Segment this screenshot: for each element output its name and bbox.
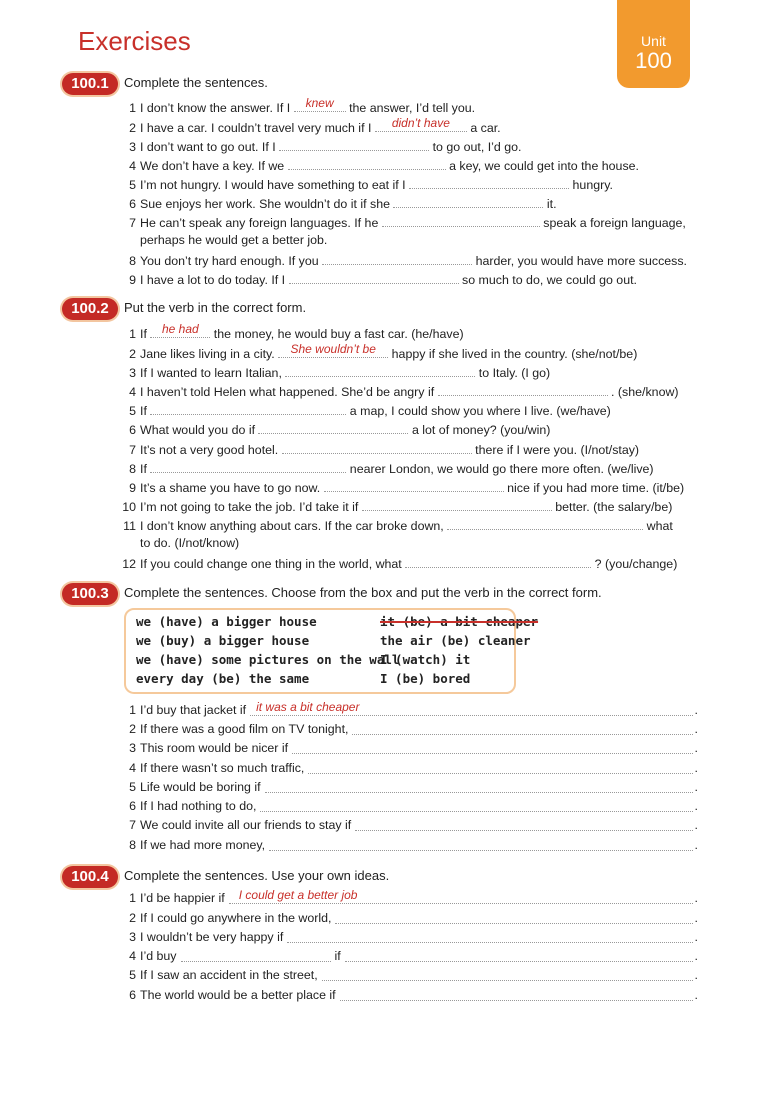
sentence-end: to Italy. (I go) [478, 366, 551, 380]
exercise-line [118, 251, 698, 269]
unit-label: Unit [641, 33, 666, 49]
exercise-line [118, 98, 698, 116]
answer-blank[interactable] [250, 702, 692, 716]
exercise-line [118, 270, 698, 288]
unit-tab [617, 0, 690, 88]
sentence-continued: perhaps he would get a better job. [140, 233, 328, 247]
full-stop: . [694, 818, 698, 832]
exercise-line [118, 175, 698, 193]
box-option: the air (be) cleaner [380, 633, 531, 648]
sentence-start: It’s a shame you have to go now. [140, 481, 321, 495]
box-option: I (be) bored [380, 671, 471, 686]
sentence-end: . (she/know) [611, 385, 679, 399]
sentence-start: I don’t know anything about cars. If the car broke down, [140, 519, 444, 533]
answer-blank[interactable] [362, 497, 552, 511]
sentence-start: I have a car. I couldn’t travel very much if I [140, 121, 372, 135]
exercise-line [118, 194, 698, 212]
answer-blank[interactable] [150, 459, 346, 473]
item-number: 1 [129, 327, 136, 341]
full-stop: . [694, 930, 698, 944]
item-number: 4 [129, 159, 136, 173]
full-stop: . [694, 911, 698, 925]
handwritten-answer: he had [161, 322, 199, 336]
exercise-line [118, 987, 698, 1003]
sentence-end: it. [546, 197, 557, 211]
exercise-badge-100-2: 100.2 [62, 298, 118, 320]
exercise-line [118, 837, 698, 853]
item-number: 5 [129, 968, 136, 982]
item-number: 10 [122, 500, 136, 514]
exercise-line [118, 478, 698, 496]
sentence-end: so much to do, we could go out. [462, 273, 637, 287]
exercise-badge-100-3: 100.3 [62, 583, 118, 605]
exercise-line [118, 817, 698, 833]
word-box [124, 608, 539, 694]
sentence-end: to go out, I’d go. [432, 140, 522, 154]
answer-blank[interactable] [335, 910, 692, 924]
item-number: 5 [129, 404, 136, 418]
item-number: 11 [123, 519, 136, 533]
exercise-line [118, 118, 698, 136]
exercise-line [118, 382, 698, 400]
item-number: 5 [129, 178, 136, 192]
exercise-line [118, 929, 698, 945]
item-number: 6 [129, 423, 136, 437]
sentence-start: Jane likes living in a city. [140, 347, 275, 361]
sentence-end: a lot of money? (you/win) [411, 423, 551, 437]
sentence-end: a car. [470, 121, 501, 135]
sentence-start: If I could go anywhere in the world, [140, 911, 332, 925]
sentence-continued: to do. (I/not/know) [140, 536, 240, 550]
item-number: 12 [122, 557, 136, 571]
answer-blank[interactable] [322, 251, 472, 265]
item-number: 2 [129, 722, 136, 736]
sentence-start: You don’t try hard enough. If you [140, 254, 319, 268]
sentence-start: If I wanted to learn Italian, [140, 366, 282, 380]
sentence-start: If you could change one thing in the world, what [140, 557, 402, 571]
sentence-end: a map, I could show you where I live. (we/have) [349, 404, 611, 418]
item-number: 7 [129, 818, 136, 832]
full-stop: . [694, 988, 698, 1002]
answer-blank[interactable] [260, 798, 692, 812]
sentence-end: a key, we could get into the house. [449, 159, 639, 173]
sentence-start: What would you do if [140, 423, 256, 437]
box-option: every day (be) the same [136, 671, 310, 686]
exercise-line [118, 232, 698, 248]
exercise-line [118, 910, 698, 926]
answer-blank[interactable] [352, 721, 692, 735]
box-option: we (have) a bigger house [136, 614, 317, 629]
item-number: 3 [129, 930, 136, 944]
exercise-line [118, 721, 698, 737]
full-stop: . [694, 761, 698, 775]
sentence-end: there if I were you. (I/not/stay) [475, 443, 640, 457]
sentence-start: It’s not a very good hotel. [140, 443, 279, 457]
exercise-line [118, 554, 698, 572]
item-number: 2 [129, 911, 136, 925]
answer-blank[interactable] [258, 420, 408, 434]
answer-blank[interactable] [288, 156, 446, 170]
answer-blank[interactable] [345, 948, 693, 962]
exercise-line [118, 497, 698, 515]
item-number: 6 [129, 197, 136, 211]
exercise-line [118, 948, 698, 964]
exercise-line [118, 890, 698, 906]
exercise-instruction: Complete the sentences. [124, 75, 268, 90]
item-number: 2 [129, 121, 136, 135]
answer-blank[interactable] [289, 270, 459, 284]
answer-blank[interactable] [438, 382, 608, 396]
item-number: 3 [129, 741, 136, 755]
sentence-start: If [140, 327, 147, 341]
box-option-used: it (be) a bit cheaper [380, 614, 539, 629]
answer-blank[interactable] [308, 760, 692, 774]
sentence-start: If I had nothing to do, [140, 799, 257, 813]
item-number: 7 [129, 443, 136, 457]
sentence-end: better. (the salary/be) [555, 500, 673, 514]
answer-blank[interactable] [405, 554, 591, 568]
sentence-start: I don’t want to go out. If I [140, 140, 276, 154]
exercise-line [118, 779, 698, 795]
exercise-line [118, 156, 698, 174]
answer-blank[interactable] [294, 98, 346, 112]
item-number: 4 [129, 761, 136, 775]
full-stop: . [694, 703, 698, 717]
answer-blank[interactable] [324, 478, 504, 492]
exercise-badge-100-4: 100.4 [62, 866, 118, 888]
exercise-line [118, 967, 698, 983]
exercise-badge-100-1: 100.1 [62, 73, 118, 95]
sentence-start: If there was a good film on TV tonight, [140, 722, 349, 736]
answer-blank[interactable] [265, 779, 693, 793]
exercise-line [118, 344, 698, 362]
sentence-start: I’m not hungry. I would have something to eat if I [140, 178, 406, 192]
item-number: 9 [129, 273, 136, 287]
sentence-start: Life would be boring if [140, 780, 261, 794]
box-option: we (have) some pictures on the wall [136, 652, 400, 667]
exercise-line [118, 516, 698, 534]
answer-blank[interactable] [355, 817, 692, 831]
sentence-end: ? (you/change) [594, 557, 678, 571]
answer-blank[interactable] [150, 324, 210, 338]
sentence-end: nearer London, we would go there more often. (we/live) [349, 462, 654, 476]
sentence-start: Sue enjoys her work. She wouldn’t do it if she [140, 197, 391, 211]
handwritten-answer: didn’t have [391, 116, 450, 130]
handwritten-answer: She wouldn’t be [290, 342, 376, 356]
sentence-start: If [140, 462, 147, 476]
item-number: 7 [129, 216, 136, 230]
sentence-end: speak a foreign language, [543, 216, 686, 230]
exercise-line [118, 740, 698, 756]
sentence-start: We could invite all our friends to stay if [140, 818, 352, 832]
exercise-line [118, 324, 698, 342]
item-number: 2 [129, 347, 136, 361]
handwritten-answer: it was a bit cheaper [256, 700, 360, 714]
exercise-line [118, 137, 698, 155]
full-stop: . [694, 968, 698, 982]
answer-blank[interactable] [285, 363, 475, 377]
sentence-start: I wouldn’t be very happy if [140, 930, 284, 944]
answer-blank[interactable] [229, 890, 693, 904]
sentence-start: I’m not going to take the job. I’d take it if [140, 500, 359, 514]
sentence-start: I’d buy that jacket if [140, 703, 247, 717]
full-stop: . [694, 949, 698, 963]
item-number: 9 [129, 481, 136, 495]
item-number: 6 [129, 988, 136, 1002]
sentence-end: the answer, I’d tell you. [349, 101, 476, 115]
item-number: 3 [129, 140, 136, 154]
sentence-start: He can’t speak any foreign languages. If he [140, 216, 379, 230]
exercise-line [118, 459, 698, 477]
exercise-line [118, 702, 698, 718]
sentence-end: the money, he would buy a fast car. (he/have) [213, 327, 464, 341]
item-number: 1 [129, 101, 136, 115]
exercise-line [118, 760, 698, 776]
full-stop: . [694, 799, 698, 813]
item-number: 8 [129, 254, 136, 268]
exercise-line [118, 798, 698, 814]
exercise-line [118, 213, 698, 231]
answer-blank[interactable] [292, 740, 692, 754]
box-option: we (buy) a bigger house [136, 633, 310, 648]
sentence-start: The world would be a better place if [140, 988, 336, 1002]
sentence-start: If [140, 404, 147, 418]
sentence-start: I don’t know the answer. If I [140, 101, 291, 115]
full-stop: . [694, 741, 698, 755]
item-number: 3 [129, 366, 136, 380]
sentence-start: I’d buy [140, 949, 177, 963]
exercise-line [118, 401, 698, 419]
sentence-start: I have a lot to do today. If I [140, 273, 286, 287]
page-title: Exercises [78, 26, 191, 56]
exercise-line [118, 363, 698, 381]
answer-blank[interactable] [340, 987, 693, 1001]
exercise-instruction: Complete the sentences. Choose from the box and put the verb in the correct form. [124, 585, 602, 600]
sentence-end: nice if you had more time. (it/be) [507, 481, 685, 495]
handwritten-answer: knew [305, 96, 334, 110]
answer-blank[interactable] [287, 929, 692, 943]
answer-blank[interactable] [279, 137, 429, 151]
item-number: 1 [129, 703, 136, 717]
exercise-line [118, 440, 698, 458]
exercise-line [118, 420, 698, 438]
sentence-start: If I saw an accident in the street, [140, 968, 318, 982]
full-stop: . [694, 891, 698, 905]
sentence-start: We don’t have a key. If we [140, 159, 285, 173]
box-option: I (watch) it [380, 652, 471, 667]
full-stop: . [694, 722, 698, 736]
answer-blank[interactable] [282, 440, 472, 454]
answer-blank[interactable] [409, 175, 569, 189]
answer-blank[interactable] [393, 194, 543, 208]
sentence-start: This room would be nicer if [140, 741, 289, 755]
handwritten-answer: I could get a better job [238, 888, 358, 902]
item-number: 4 [129, 949, 136, 963]
sentence-end: what [646, 519, 673, 533]
unit-number: 100 [635, 48, 672, 73]
sentence-start: I haven’t told Helen what happened. She’d be angry if [140, 385, 435, 399]
sentence-end: hungry. [572, 178, 613, 192]
sentence-start: If there wasn’t so much traffic, [140, 761, 305, 775]
answer-blank[interactable] [375, 118, 467, 132]
answer-blank[interactable] [322, 967, 693, 981]
item-number: 6 [129, 799, 136, 813]
answer-blank[interactable] [181, 948, 331, 962]
answer-blank[interactable] [447, 516, 643, 530]
item-number: 4 [129, 385, 136, 399]
exercise-instruction: Put the verb in the correct form. [124, 300, 307, 315]
sentence-start: I’d be happier if [140, 891, 225, 905]
sentence-start: If we had more money, [140, 838, 266, 852]
sentence-middle: if [334, 949, 341, 963]
item-number: 1 [129, 891, 136, 905]
sentence-end: harder, you would have more success. [475, 254, 688, 268]
item-number: 5 [129, 780, 136, 794]
full-stop: . [694, 780, 698, 794]
item-number: 8 [129, 462, 136, 476]
item-number: 8 [129, 838, 136, 852]
full-stop: . [694, 838, 698, 852]
exercise-instruction: Complete the sentences. Use your own ideas. [124, 868, 390, 883]
answer-blank[interactable] [269, 837, 692, 851]
answer-blank[interactable] [278, 344, 388, 358]
sentence-end: happy if she lived in the country. (she/not/be) [391, 347, 638, 361]
exercise-line [118, 535, 698, 551]
answer-blank[interactable] [150, 401, 346, 415]
answer-blank[interactable] [382, 213, 540, 227]
